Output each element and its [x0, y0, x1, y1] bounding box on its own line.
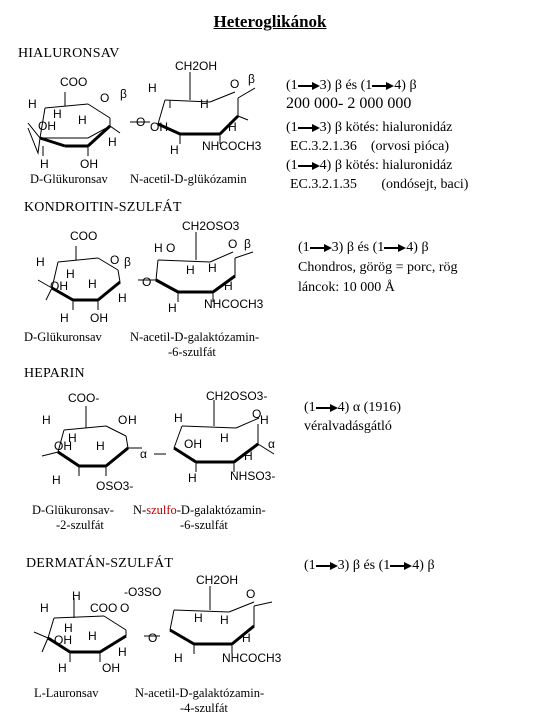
h-text: H [174, 411, 183, 425]
h-text: H [228, 120, 237, 134]
o-text: O [230, 77, 240, 91]
h-text: H [36, 255, 45, 269]
beta-text: β [124, 255, 131, 269]
o-text: O [228, 237, 238, 251]
section-heading-hialuronsav: HIALURONSAV [18, 46, 120, 61]
o-text: O [118, 413, 128, 427]
coo-text: COO [60, 75, 88, 89]
heparin-label-right-2: -6-szulfát [180, 518, 228, 532]
h-text: H [58, 661, 67, 675]
beta-text: β [120, 87, 127, 101]
hialuronsav-ec1: EC.3.2.1.36 (orvosi pióca) [290, 139, 450, 154]
oh-text: OH [80, 157, 98, 171]
h-text: H [88, 277, 97, 291]
h-text: H [64, 621, 73, 635]
section-heading-kondroitin: KONDROITIN-SZULFÁT [24, 200, 182, 215]
nhcoch3-text: NHCOCH3 [222, 651, 282, 665]
h-text: H [260, 413, 269, 427]
h-text: H [78, 113, 87, 127]
beta-text: β [244, 237, 251, 251]
h-text: H [52, 473, 61, 487]
o-text: O [110, 253, 120, 267]
ch2oh-text: CH2OH [196, 573, 239, 587]
coo-minus-text: COO- [68, 391, 100, 405]
h-text: H [40, 601, 49, 615]
coo-text: COO [90, 601, 118, 615]
heparin-label-right-1: N-szulfo-D-galaktózamin- [133, 503, 266, 517]
hialuronsav-bond2: (1 4) β kötés: hialuronidáz [286, 158, 453, 173]
h-text: H [220, 431, 229, 445]
h-text: H [188, 471, 197, 485]
dermatan-label-right-2: -4-szulfát [180, 701, 228, 715]
h-text: H [148, 81, 157, 95]
kondroitin-note-2: láncok: 10 000 Å [298, 280, 395, 295]
o-text: O [166, 241, 176, 255]
kondroitin-structure [18, 218, 278, 330]
dermatan-structure [14, 572, 284, 684]
h-text: H [40, 157, 49, 171]
page-title: Heteroglikánok [213, 12, 327, 31]
hialuronsav-label-left: D-Glükuronsav [30, 172, 108, 186]
h-text: H [220, 613, 229, 627]
arrow-right-icon [316, 403, 338, 413]
h-text: H [208, 261, 217, 275]
beta-text: β [248, 72, 255, 86]
h-text: H [66, 267, 75, 281]
ch2oso3-text: CH2OSO3 [182, 219, 240, 233]
hialuronsav-ec2: EC.3.2.1.35 (ondósejt, baci) [290, 177, 469, 192]
h-text: H [53, 107, 62, 121]
h-text: H [128, 413, 137, 427]
oh-text: OH [50, 279, 68, 293]
ch2oh-text: CH2OH [175, 59, 218, 73]
hialuronsav-linkage: (1 3) β és (1 4) β [286, 78, 417, 93]
h-text: H [174, 651, 183, 665]
hialuronsav-bond1: (1 3) β kötés: hialuronidáz [286, 120, 453, 135]
h-text: H [60, 311, 69, 325]
oso3-minus-text: OSO3- [96, 479, 134, 493]
h-text: H [28, 97, 37, 111]
oh-text: OH [90, 311, 108, 325]
o-text: O [252, 407, 262, 421]
hialuronsav-label-right: N-acetil-D-glükózamin [130, 172, 247, 186]
h-text: H [186, 263, 195, 277]
heparin-label-left-2: -2-szulfát [56, 518, 104, 532]
kondroitin-label-right-1: N-acetil-D-galaktózamin- [130, 330, 260, 344]
nhcoch3-text: NHCOCH3 [202, 139, 262, 153]
heparin-structure [24, 388, 294, 500]
h-text: H [42, 413, 51, 427]
hialuronsav-structure [10, 58, 280, 173]
o-text: O [100, 91, 110, 105]
o-text: O [246, 587, 256, 601]
section-heading-dermatan: DERMATÁN-SZULFÁT [26, 556, 174, 571]
arrow-right-icon [390, 561, 412, 571]
kondroitin-label-left: D-Glükuronsav [24, 330, 102, 344]
h-text: H [224, 279, 233, 293]
oh-text: OH [102, 661, 120, 675]
h-text: H [244, 449, 253, 463]
h-text: H [170, 143, 179, 157]
arrow-right-icon [310, 243, 332, 253]
dermatan-label-right-1: N-acetil-D-galaktózamin- [135, 686, 265, 700]
heparin-linkage: (1 4) α (1916) [304, 400, 401, 415]
heparin-label-left-1: D-Glükuronsav- [32, 503, 114, 517]
h-text: H [168, 301, 177, 315]
h-text: H [96, 439, 105, 453]
kondroitin-linkage: (1 3) β és (1 4) β [298, 240, 429, 255]
oh-text: OH [54, 439, 72, 453]
kondroitin-label-right-2: -6-szulfát [168, 345, 216, 359]
ch2oso3-minus-text: CH2OSO3- [206, 389, 268, 403]
oh-text: OH [54, 633, 72, 647]
h-text: H [88, 629, 97, 643]
dermatan-linkage: (1 3) β és (1 4) β [304, 558, 435, 573]
h-text: H [68, 431, 77, 445]
arrow-right-icon [316, 561, 338, 571]
section-heading-heparin: HEPARIN [24, 366, 85, 381]
nhcoch3-text: NHCOCH3 [204, 297, 264, 311]
ho-text: H [154, 241, 163, 255]
arrow-right-icon [384, 243, 406, 253]
h-text: H [194, 611, 203, 625]
h-text: H [200, 97, 209, 111]
o-text: O [120, 601, 130, 615]
dermatan-label-left: L-Lauronsav [34, 686, 99, 700]
alpha-text: α [268, 437, 275, 451]
arrow-right-icon [372, 81, 394, 91]
oh-text: OH [150, 120, 168, 134]
o-text: O [142, 275, 152, 289]
arrow-right-icon [298, 81, 320, 91]
o3so-minus-text: -O3SO [124, 585, 162, 599]
h-text: H [108, 135, 117, 149]
coo-text: COO [70, 229, 98, 243]
o-text: O [136, 115, 146, 129]
h-text: H [118, 291, 127, 305]
h-text: H [118, 645, 127, 659]
o-text: O [148, 631, 158, 645]
heparin-note: véralvadásgátló [304, 419, 392, 434]
kondroitin-note-1: Chondros, görög = porc, rög [298, 260, 458, 275]
arrow-right-icon [298, 161, 320, 171]
nhso3-minus-text: NHSO3- [230, 469, 276, 483]
oh-text: OH [38, 119, 56, 133]
hialuronsav-size: 200 000- 2 000 000 [286, 95, 412, 112]
arrow-right-icon [298, 123, 320, 133]
alpha-text: α [140, 447, 147, 461]
h-text: H [242, 631, 251, 645]
h-text: H [72, 589, 81, 603]
oh-text: OH [184, 437, 202, 451]
